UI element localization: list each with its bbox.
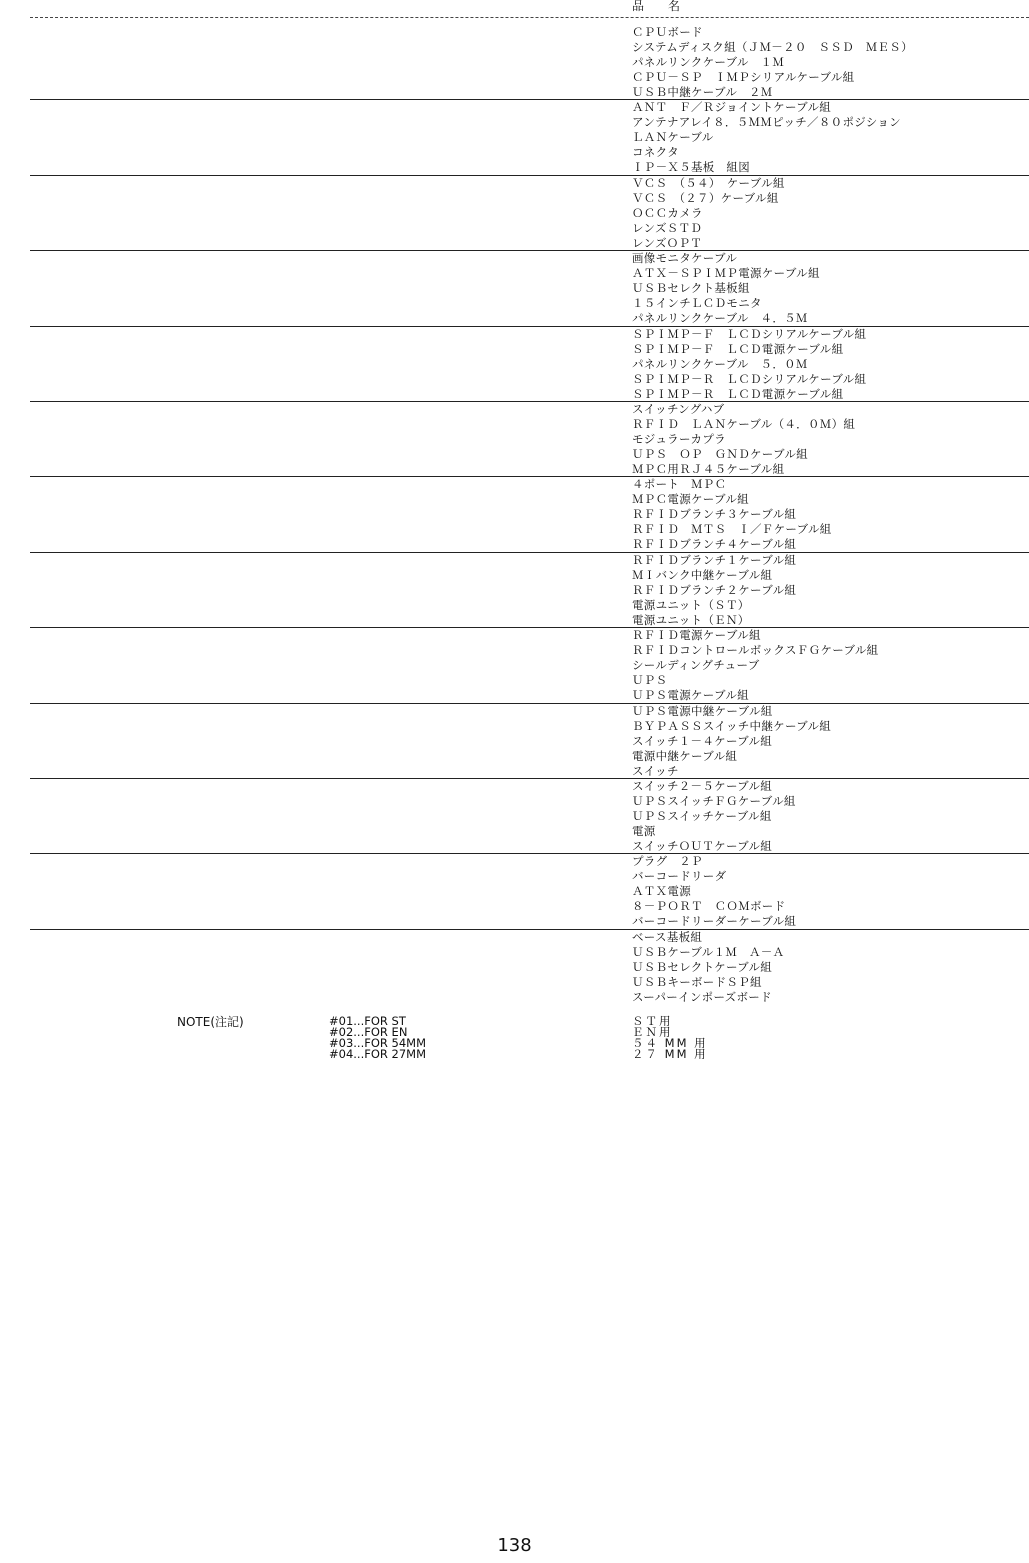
- part-group: [0, 402, 1029, 477]
- part-name: ＩＰ－Ｘ５基板 組図: [632, 160, 750, 175]
- part-group: [0, 251, 1029, 326]
- part-name: ＶＣＳ （５４） ケーブル組: [632, 175, 785, 190]
- part-name: ＵＰＳ ＯＰ ＧＮＤケーブル組: [632, 446, 808, 461]
- part-group: [0, 553, 1029, 628]
- part-group: [0, 704, 1029, 779]
- part-name: バーコードリーダーケーブル組: [632, 914, 797, 929]
- part-name: スイッチ: [632, 763, 679, 778]
- part-name: アンテナアレイ８．５ＭＭピッチ／８０ポジション: [632, 115, 901, 130]
- notes-title: NOTE(注記): [177, 1015, 244, 1029]
- part-name: システムディスク組（ＪＭ－２０ ＳＳＤ ＭＥＳ）: [632, 40, 913, 54]
- note-description: ＥＮ用: [632, 1025, 673, 1039]
- part-name: ４ポート ＭＰＣ: [632, 477, 727, 492]
- part-name: ＳＰＩＭＰ－Ｒ ＬＣＤ電源ケーブル組: [632, 386, 844, 401]
- part-name: ＲＦＩＤブランチ２ケーブル組: [632, 582, 797, 597]
- part-group: [0, 854, 1029, 929]
- part-group: [0, 100, 1029, 175]
- note-code: #02...FOR EN: [329, 1025, 408, 1039]
- part-name: シールディングチューブ: [632, 658, 760, 673]
- part-name: ＡＴＸ－ＳＰＩＭＰ電源ケーブル組: [632, 266, 820, 281]
- page-number: 138: [497, 1535, 532, 1556]
- part-name: ＵＰＳスイッチＦＧケーブル組: [632, 793, 796, 808]
- part-name: パネルリンクケーブル ４．５Ｍ: [632, 311, 808, 326]
- part-name: レンズＳＴＤ: [632, 220, 703, 235]
- part-name: ＲＦＩＤブランチ３ケーブル組: [632, 507, 797, 522]
- part-name: パネルリンクケーブル １Ｍ: [632, 55, 785, 69]
- part-name: 電源: [632, 823, 656, 838]
- part-name: ＵＳＢ中継ケーブル ２Ｍ: [632, 85, 773, 99]
- column-header-part-name: 品 名: [632, 0, 687, 13]
- part-name: ＳＰＩＭＰ－Ｒ ＬＣＤシリアルケーブル組: [632, 371, 867, 386]
- part-name: ＵＳＢセレクトケーブル組: [632, 959, 773, 974]
- note-code: #01...FOR ST: [329, 1014, 406, 1028]
- part-name: パネルリンクケーブル ５．０Ｍ: [632, 356, 808, 371]
- part-group: [0, 176, 1029, 251]
- part-name: ＭＩバンク中継ケーブル組: [632, 567, 773, 582]
- part-name: モジュラーカプラ: [632, 431, 726, 446]
- note-description: ＳＴ用: [632, 1014, 673, 1028]
- part-name: 画像モニタケーブル: [632, 251, 738, 266]
- note-description: ２７ MM 用: [632, 1047, 708, 1061]
- part-name: ＯＣＣカメラ: [632, 205, 703, 220]
- part-name: ＵＳＢセレクト基板組: [632, 281, 750, 296]
- part-name: 電源中継ケーブル組: [632, 748, 738, 763]
- part-name: スーパーインポーズボード: [632, 989, 772, 1004]
- part-name: プラグ ２Ｐ: [632, 854, 703, 869]
- parts-list: [0, 25, 1029, 1005]
- part-group: [0, 779, 1029, 854]
- part-name: ＢＹＰＡＳＳスイッチ中継ケーブル組: [632, 718, 832, 733]
- header-divider: [30, 17, 1029, 18]
- part-name: ＣＰＵボード: [632, 25, 703, 39]
- part-name: スイッチ１－４ケーブル組: [632, 733, 773, 748]
- part-name: スイッチ２－５ケーブル組: [632, 778, 773, 793]
- part-name: ベース基板組: [632, 929, 703, 944]
- part-name: ＬＡＮケーブル: [632, 130, 714, 145]
- part-name: 電源ユニット（ＥＮ）: [632, 612, 750, 627]
- part-name: ＵＰＳ: [632, 673, 668, 688]
- note-code: #03...FOR 54MM: [329, 1036, 427, 1050]
- part-group: [0, 628, 1029, 703]
- part-group: [0, 25, 1029, 100]
- part-name: ＶＣＳ （２７）ケーブル組: [632, 190, 779, 205]
- part-name: ＡＮＴ Ｆ／Ｒジョイントケーブル組: [632, 100, 832, 115]
- part-group: [0, 327, 1029, 402]
- part-name: ＵＳＢケーブル１Ｍ Ａ－Ａ: [632, 944, 785, 959]
- part-name: スイッチングハブ: [632, 401, 725, 416]
- part-group: [0, 930, 1029, 1005]
- part-name: ＡＴＸ電源: [632, 884, 691, 899]
- part-name: ＲＦＩＤコントロールボックスＦＧケーブル組: [632, 643, 879, 658]
- note-code: #04...FOR 27MM: [329, 1047, 427, 1061]
- part-name: １５インチＬＣＤモニタ: [632, 296, 762, 311]
- part-name: ＭＰＣ電源ケーブル組: [632, 492, 749, 507]
- part-group: [0, 477, 1029, 552]
- part-name: ＵＰＳ電源ケーブル組: [632, 688, 749, 703]
- part-name: コネクタ: [632, 145, 679, 160]
- part-name: ＭＰＣ用ＲＪ４５ケーブル組: [632, 461, 785, 476]
- part-name: ＲＦＩＤブランチ１ケーブル組: [632, 552, 797, 567]
- part-name: ＳＰＩＭＰ－Ｆ ＬＣＤ電源ケーブル組: [632, 341, 844, 356]
- part-name: ＲＦＩＤ電源ケーブル組: [632, 628, 761, 643]
- part-name: ＵＰＳ電源中継ケーブル組: [632, 703, 773, 718]
- part-name: ＲＦＩＤ ＬＡＮケーブル（４．０Ｍ）組: [632, 416, 856, 431]
- part-name: スイッチＯＵＴケーブル組: [632, 838, 773, 853]
- part-name: ＣＰＵ－ＳＰ ＩＭＰシリアルケーブル組: [632, 70, 855, 84]
- part-name: ８－ＰＯＲＴ ＣＯＭボード: [632, 899, 786, 914]
- part-name: ＵＳＢキーボードＳＰ組: [632, 974, 762, 989]
- part-name: 電源ユニット（ＳＴ）: [632, 597, 750, 612]
- part-name: ＳＰＩＭＰ－Ｆ ＬＣＤシリアルケーブル組: [632, 326, 867, 341]
- part-name: バーコードリーダ: [632, 869, 727, 884]
- part-name: ＵＰＳスイッチケーブル組: [632, 808, 772, 823]
- part-name: ＲＦＩＤ ＭＴＳ Ｉ／Ｆケーブル組: [632, 522, 832, 537]
- part-name: ＲＦＩＤブランチ４ケーブル組: [632, 537, 797, 552]
- part-name: レンズＯＰＴ: [632, 235, 703, 250]
- note-description: ５４ MM 用: [632, 1036, 708, 1050]
